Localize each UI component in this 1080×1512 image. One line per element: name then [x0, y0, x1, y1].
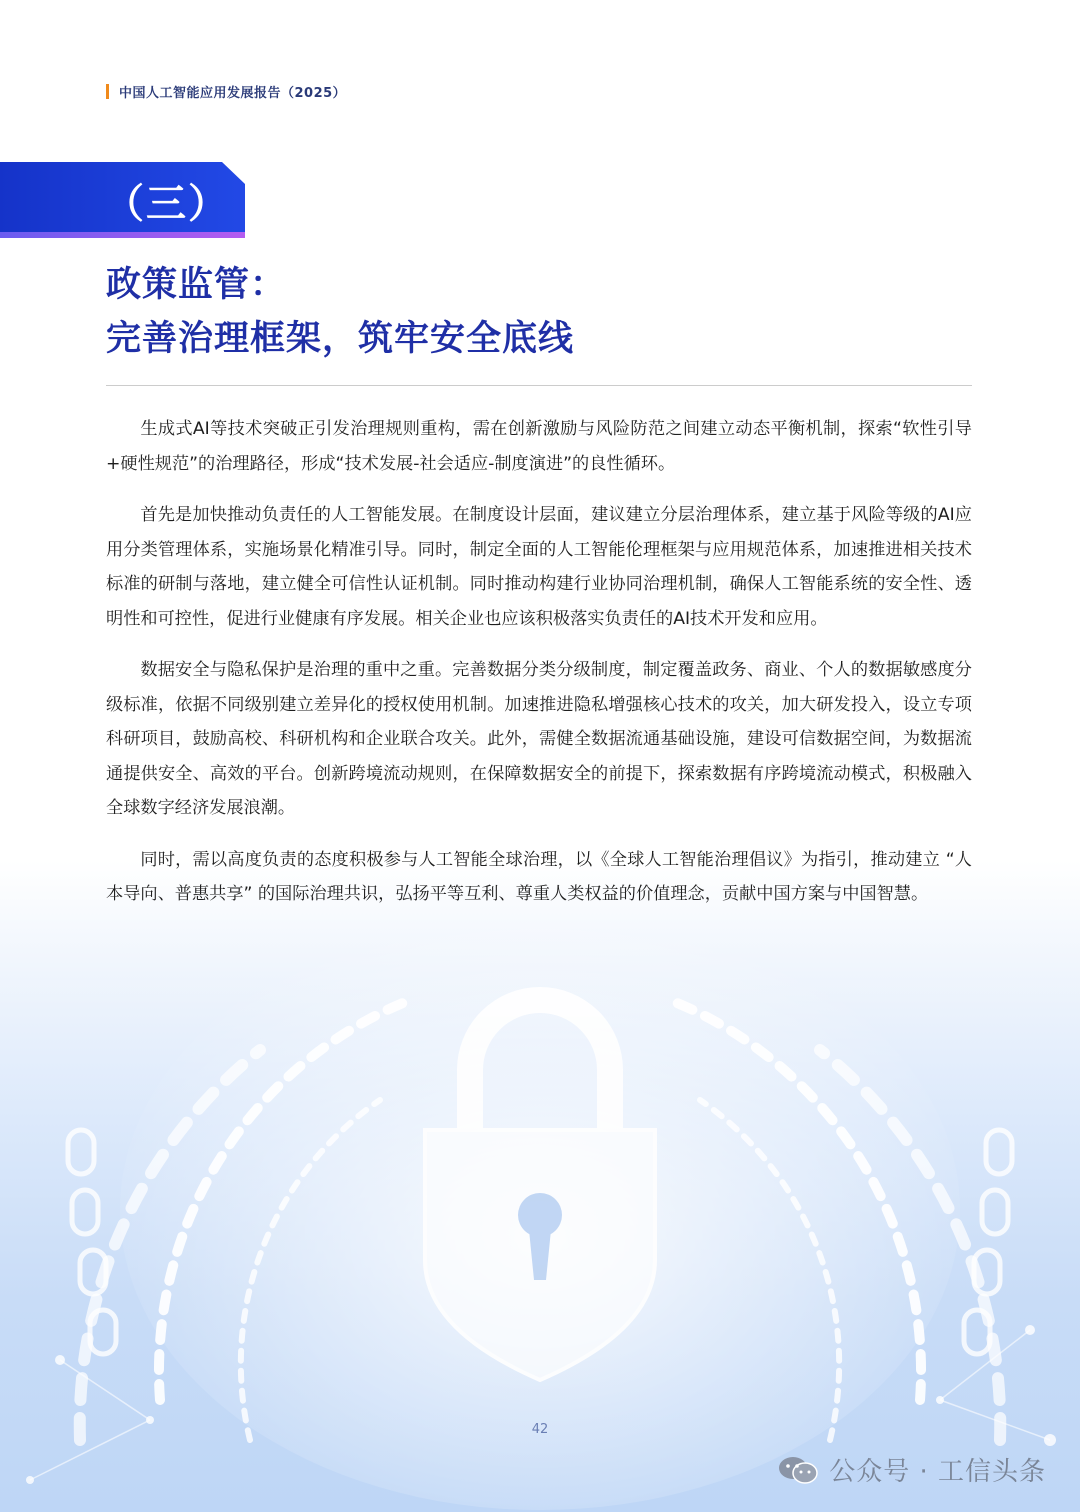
header-accent-bar [106, 84, 109, 99]
report-header [106, 82, 346, 100]
paragraph: 同时，需以高度负责的态度积极参与人工智能全球治理，以《全球人工智能治理倡议》为指引，推动建立 “人本导向、普惠共享” 的国际治理共识，弘扬平等互利、尊重人类权益的价值理念，贡献中国方案与中国智慧。 [106, 849, 972, 904]
padlock-background-illustration [0, 880, 1080, 1512]
paragraph: 生成式AI等技术突破正引发治理规则重构，需在创新激励与风险防范之间建立动态平衡机制，探索“软性引导+硬性规范”的治理路径，形成“技术发展-社会适应-制度演进”的良性循环。 [106, 419, 972, 474]
watermark [777, 1451, 1046, 1488]
report-title: 中国人工智能应用发展报告（2025） [119, 85, 347, 101]
paragraph: 首先是加快推动负责任的人工智能发展。在制度设计层面，建议建立分层治理体系，建立基于风险等级的AI应用分类管理体系，实施场景化精准引导。同时，制定全面的人工智能伦理框架与应用规范体系，加速推进相关技术标准的研制与落地，建立健全可信性认证机制。同时推动构建行业协同治理机制，确保人工智能系统的安全性、透明性和可控性，促进行业健康有序发展。相关企业也应该积极落实负责任的AI技术开发和应用。 [106, 505, 972, 629]
paragraph: 数据安全与隐私保护是治理的重中之重。完善数据分类分级制度，制定覆盖政务、商业、个人的数据敏感度分级标准，依据不同级别建立差异化的授权使用机制。加速推进隐私增强核心技术的攻关，加大研发投入，设立专项科研项目，鼓励高校、科研机构和企业联合攻关。此外，需健全数据流通基础设施，建设可信数据空间，为数据流通提供安全、高效的平台。创新跨境流动规则，在保障数据安全的前提下，探索数据有序跨境流动模式，积极融入全球数字经济发展浪潮。 [106, 660, 972, 818]
section-title-line2: 完善治理框架，筑牢安全底线 [106, 319, 575, 359]
body-text [106, 412, 972, 929]
watermark-text: 公众号 · 工信头条 [829, 1457, 1046, 1487]
section-title-line1: 政策监管： [106, 265, 287, 305]
title-divider [106, 385, 972, 386]
section-number-banner [0, 162, 245, 238]
section-number: （三） [104, 181, 230, 227]
wechat-icon [777, 1455, 819, 1485]
section-title [106, 258, 574, 366]
page-number: 42 [531, 1422, 549, 1437]
